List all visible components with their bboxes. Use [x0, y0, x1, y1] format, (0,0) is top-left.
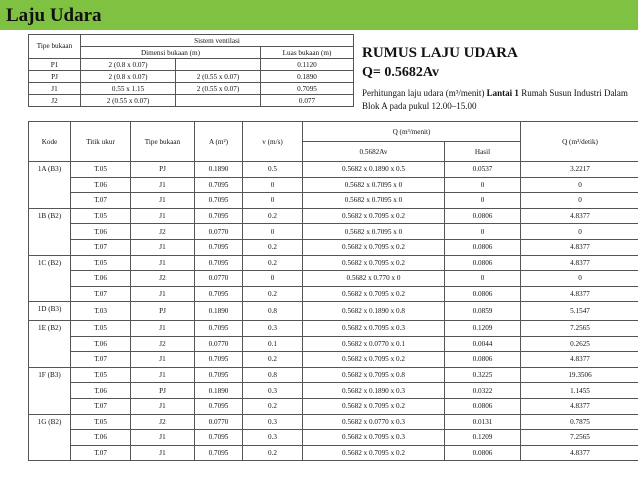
- cell-velocity: 0.5: [243, 162, 303, 178]
- header-velocity: v (m/s): [243, 122, 303, 162]
- cell-velocity: 0.2: [243, 208, 303, 224]
- cell-q-detik: 0: [521, 193, 638, 209]
- cell-hasil: 0.0806: [445, 255, 521, 271]
- cell-area: 0.0770: [195, 336, 243, 352]
- cell-q-detik: 1.1455: [521, 383, 638, 399]
- vent-row: [29, 59, 354, 71]
- cell-tipe-bukaan: J1: [131, 286, 195, 302]
- cell-q-detik: 5.1547: [521, 302, 638, 321]
- vent-cell-luas: 0.077: [261, 95, 354, 107]
- cell-titik-ukur: T.06: [71, 224, 131, 240]
- cell-hasil: 0.0806: [445, 352, 521, 368]
- vent-header-sistem: Sistem ventilasi: [81, 35, 354, 47]
- cell-area: 0.7095: [195, 208, 243, 224]
- cell-hasil: 0.0806: [445, 445, 521, 461]
- cell-area: 0.7095: [195, 239, 243, 255]
- cell-q-detik: 0.2625: [521, 336, 638, 352]
- cell-area: 0.1890: [195, 162, 243, 178]
- vent-cell-dimensi: 2 (0.8 x 0.07): [81, 59, 176, 71]
- title-bar: [0, 0, 638, 30]
- cell-kode: 1A (B3): [29, 162, 71, 209]
- cell-hasil: 0.1209: [445, 320, 521, 336]
- table-row: [29, 208, 638, 224]
- cell-tipe-bukaan: J1: [131, 320, 195, 336]
- vent-row: [29, 95, 354, 107]
- table-row: [29, 193, 638, 209]
- vent-row: [29, 83, 354, 95]
- cell-titik-ukur: T.06: [71, 383, 131, 399]
- table-row: [29, 414, 638, 430]
- cell-formula: 0.5682 x 0.7095 x 0.2: [303, 255, 445, 271]
- cell-area: 0.0770: [195, 224, 243, 240]
- cell-titik-ukur: T.07: [71, 286, 131, 302]
- cell-formula: 0.5682 x 0.7095 x 0.2: [303, 352, 445, 368]
- vent-cell-luas: 0.1890: [261, 71, 354, 83]
- table-row: [29, 430, 638, 446]
- cell-area: 0.7095: [195, 255, 243, 271]
- cell-hasil: 0.0806: [445, 286, 521, 302]
- cell-area: 0.7095: [195, 193, 243, 209]
- cell-velocity: 0.2: [243, 255, 303, 271]
- vent-cell-dimensi: 0.55 x 1.15: [81, 83, 176, 95]
- cell-formula: 0.5682 x 0.7095 x 0.2: [303, 286, 445, 302]
- cell-velocity: 0: [243, 193, 303, 209]
- cell-tipe-bukaan: J1: [131, 352, 195, 368]
- cell-area: 0.7095: [195, 177, 243, 193]
- cell-tipe-bukaan: J1: [131, 398, 195, 414]
- cell-formula: 0.5682 x 0.7095 x 0.3: [303, 320, 445, 336]
- cell-q-detik: 4.8377: [521, 445, 638, 461]
- cell-kode: 1E (B2): [29, 320, 71, 367]
- cell-hasil: 0: [445, 177, 521, 193]
- cell-hasil: 0.0806: [445, 239, 521, 255]
- table-row: [29, 398, 638, 414]
- cell-tipe-bukaan: J1: [131, 193, 195, 209]
- cell-tipe-bukaan: J2: [131, 224, 195, 240]
- cell-formula: 0.5682 x 0.7095 x 0.2: [303, 208, 445, 224]
- cell-area: 0.7095: [195, 286, 243, 302]
- header-tipe-bukaan: Tipe bukaan: [131, 122, 195, 162]
- table-row: [29, 367, 638, 383]
- cell-kode: 1B (B2): [29, 208, 71, 255]
- cell-kode: 1F (B3): [29, 367, 71, 414]
- table-row: [29, 162, 638, 178]
- table-row: [29, 320, 638, 336]
- cell-titik-ukur: T.03: [71, 302, 131, 321]
- cell-q-detik: 4.8377: [521, 352, 638, 368]
- cell-formula: 0.5682 x 0.770 x 0: [303, 271, 445, 287]
- ventilation-table: [28, 34, 354, 107]
- vent-cell-dimensi: 2 (0.55 x 0.07): [81, 95, 176, 107]
- cell-titik-ukur: T.07: [71, 398, 131, 414]
- cell-formula: 0.5682 x 0.0770 x 0.1: [303, 336, 445, 352]
- airflow-table: [28, 121, 638, 461]
- table-row: [29, 286, 638, 302]
- vent-header-luas: Luas bukaan (m): [261, 47, 354, 59]
- table-row: [29, 352, 638, 368]
- table-row: [29, 445, 638, 461]
- cell-q-detik: 4.8377: [521, 239, 638, 255]
- cell-velocity: 0.2: [243, 286, 303, 302]
- vent-cell-tipe: J1: [29, 83, 81, 95]
- cell-velocity: 0: [243, 177, 303, 193]
- cell-titik-ukur: T.06: [71, 177, 131, 193]
- cell-velocity: 0.3: [243, 414, 303, 430]
- desc-floor: Lantai 1: [486, 88, 519, 98]
- cell-formula: 0.5682 x 0.7095 x 0.2: [303, 239, 445, 255]
- cell-tipe-bukaan: PJ: [131, 302, 195, 321]
- cell-velocity: 0.3: [243, 320, 303, 336]
- cell-velocity: 0.3: [243, 430, 303, 446]
- cell-formula: 0.5682 x 0.7095 x 0: [303, 177, 445, 193]
- cell-hasil: 0.0131: [445, 414, 521, 430]
- formula-description: [362, 87, 634, 112]
- cell-q-detik: 0: [521, 224, 638, 240]
- cell-tipe-bukaan: J1: [131, 208, 195, 224]
- table-row: [29, 177, 638, 193]
- table-row: [29, 336, 638, 352]
- cell-hasil: 0.0044: [445, 336, 521, 352]
- vent-cell-tipe: J2: [29, 95, 81, 107]
- cell-hasil: 0: [445, 193, 521, 209]
- cell-formula: 0.5682 x 0.7095 x 0: [303, 224, 445, 240]
- cell-velocity: 0: [243, 271, 303, 287]
- cell-tipe-bukaan: J1: [131, 430, 195, 446]
- cell-q-detik: 4.8377: [521, 208, 638, 224]
- vent-row: [29, 71, 354, 83]
- cell-area: 0.1890: [195, 383, 243, 399]
- cell-area: 0.7095: [195, 367, 243, 383]
- cell-q-detik: 7.2565: [521, 430, 638, 446]
- vent-header-dimensi: Dimensi bukaan (m): [81, 47, 261, 59]
- cell-q-detik: 19.3506: [521, 367, 638, 383]
- cell-area: 0.7095: [195, 352, 243, 368]
- cell-hasil: 0.3225: [445, 367, 521, 383]
- table-row: [29, 271, 638, 287]
- table-row: [29, 302, 638, 321]
- cell-q-detik: 3.2217: [521, 162, 638, 178]
- cell-hasil: 0.0806: [445, 398, 521, 414]
- table-row: [29, 239, 638, 255]
- cell-tipe-bukaan: J1: [131, 255, 195, 271]
- cell-tipe-bukaan: J1: [131, 367, 195, 383]
- table-row: [29, 255, 638, 271]
- cell-area: 0.7095: [195, 445, 243, 461]
- cell-hasil: 0.0322: [445, 383, 521, 399]
- vent-cell-dimensi-2: [176, 59, 261, 71]
- cell-q-detik: 4.8377: [521, 286, 638, 302]
- header-q-detik: Q (m³/detik): [521, 122, 638, 162]
- vent-cell-dimensi: 2 (0.8 x 0.07): [81, 71, 176, 83]
- cell-velocity: 0.2: [243, 445, 303, 461]
- cell-velocity: 0.2: [243, 239, 303, 255]
- desc-text-rest: Rumah Susun Industri Dalam Blok A pada pukul 12.00–15.00: [362, 88, 628, 111]
- cell-q-detik: 0: [521, 271, 638, 287]
- cell-tipe-bukaan: J2: [131, 336, 195, 352]
- cell-area: 0.7095: [195, 398, 243, 414]
- cell-hasil: 0.0806: [445, 208, 521, 224]
- cell-formula: 0.5682 x 0.1890 x 0.8: [303, 302, 445, 321]
- desc-text: Perhitungan laju udara (m³/menit): [362, 88, 487, 98]
- vent-cell-luas: 0.1120: [261, 59, 354, 71]
- cell-hasil: 0: [445, 271, 521, 287]
- cell-formula: 0.5682 x 0.7095 x 0.8: [303, 367, 445, 383]
- cell-formula: 0.5682 x 0.1890 x 0.5: [303, 162, 445, 178]
- header-area: A (m²): [195, 122, 243, 162]
- cell-formula: 0.5682 x 0.7095 x 0.2: [303, 398, 445, 414]
- cell-formula: 0.5682 x 0.0770 x 0.3: [303, 414, 445, 430]
- cell-area: 0.1890: [195, 302, 243, 321]
- vent-cell-tipe: P1: [29, 59, 81, 71]
- cell-titik-ukur: T.06: [71, 336, 131, 352]
- cell-formula: 0.5682 x 0.1890 x 0.3: [303, 383, 445, 399]
- cell-hasil: 0.0859: [445, 302, 521, 321]
- cell-titik-ukur: T.07: [71, 193, 131, 209]
- vent-cell-dimensi-2: [176, 95, 261, 107]
- cell-area: 0.7095: [195, 320, 243, 336]
- cell-titik-ukur: T.07: [71, 445, 131, 461]
- formula-equation: Q= 0.5682Av: [362, 65, 439, 80]
- header-formula: 0.5682Av: [303, 142, 445, 162]
- cell-titik-ukur: T.05: [71, 320, 131, 336]
- cell-velocity: 0: [243, 224, 303, 240]
- cell-hasil: 0.1209: [445, 430, 521, 446]
- cell-velocity: 0.2: [243, 352, 303, 368]
- cell-formula: 0.5682 x 0.7095 x 0: [303, 193, 445, 209]
- cell-q-detik: 0: [521, 177, 638, 193]
- vent-cell-dimensi-2: 2 (0.55 x 0.07): [176, 83, 261, 95]
- cell-velocity: 0.8: [243, 302, 303, 321]
- cell-velocity: 0.2: [243, 398, 303, 414]
- table-row: [29, 224, 638, 240]
- cell-kode: 1C (B2): [29, 255, 71, 302]
- cell-titik-ukur: T.06: [71, 430, 131, 446]
- cell-q-detik: 0.7875: [521, 414, 638, 430]
- cell-area: 0.0770: [195, 414, 243, 430]
- cell-q-detik: 4.8377: [521, 398, 638, 414]
- cell-hasil: 0.0537: [445, 162, 521, 178]
- cell-titik-ukur: T.05: [71, 162, 131, 178]
- cell-titik-ukur: T.05: [71, 208, 131, 224]
- table-row: [29, 383, 638, 399]
- cell-tipe-bukaan: J2: [131, 414, 195, 430]
- cell-titik-ukur: T.05: [71, 255, 131, 271]
- cell-q-detik: 4.8377: [521, 255, 638, 271]
- cell-hasil: 0: [445, 224, 521, 240]
- cell-tipe-bukaan: PJ: [131, 383, 195, 399]
- vent-cell-dimensi-2: 2 (0.55 x 0.07): [176, 71, 261, 83]
- cell-kode: 1D (B3): [29, 302, 71, 321]
- cell-titik-ukur: T.05: [71, 367, 131, 383]
- cell-formula: 0.5682 x 0.7095 x 0.3: [303, 430, 445, 446]
- header-kode: Kode: [29, 122, 71, 162]
- cell-area: 0.0770: [195, 271, 243, 287]
- cell-velocity: 0.1: [243, 336, 303, 352]
- cell-q-detik: 7.2565: [521, 320, 638, 336]
- vent-cell-tipe: PJ: [29, 71, 81, 83]
- cell-area: 0.7095: [195, 430, 243, 446]
- vent-header-tipe: Tipe bukaan: [29, 35, 81, 59]
- cell-titik-ukur: T.05: [71, 414, 131, 430]
- cell-titik-ukur: T.06: [71, 271, 131, 287]
- cell-tipe-bukaan: J2: [131, 271, 195, 287]
- cell-titik-ukur: T.07: [71, 239, 131, 255]
- cell-tipe-bukaan: J1: [131, 177, 195, 193]
- page-title: Laju Udara: [6, 5, 102, 26]
- cell-velocity: 0.3: [243, 383, 303, 399]
- cell-tipe-bukaan: PJ: [131, 162, 195, 178]
- cell-formula: 0.5682 x 0.7095 x 0.2: [303, 445, 445, 461]
- cell-tipe-bukaan: J1: [131, 239, 195, 255]
- header-q-menit: Q (m³/menit): [303, 122, 521, 142]
- header-hasil: Hasil: [445, 142, 521, 162]
- cell-kode: 1G (B2): [29, 414, 71, 461]
- header-titik-ukur: Titik ukur: [71, 122, 131, 162]
- cell-titik-ukur: T.07: [71, 352, 131, 368]
- vent-cell-luas: 0.7095: [261, 83, 354, 95]
- cell-velocity: 0.8: [243, 367, 303, 383]
- cell-tipe-bukaan: J1: [131, 445, 195, 461]
- formula-title: RUMUS LAJU UDARA: [362, 45, 518, 61]
